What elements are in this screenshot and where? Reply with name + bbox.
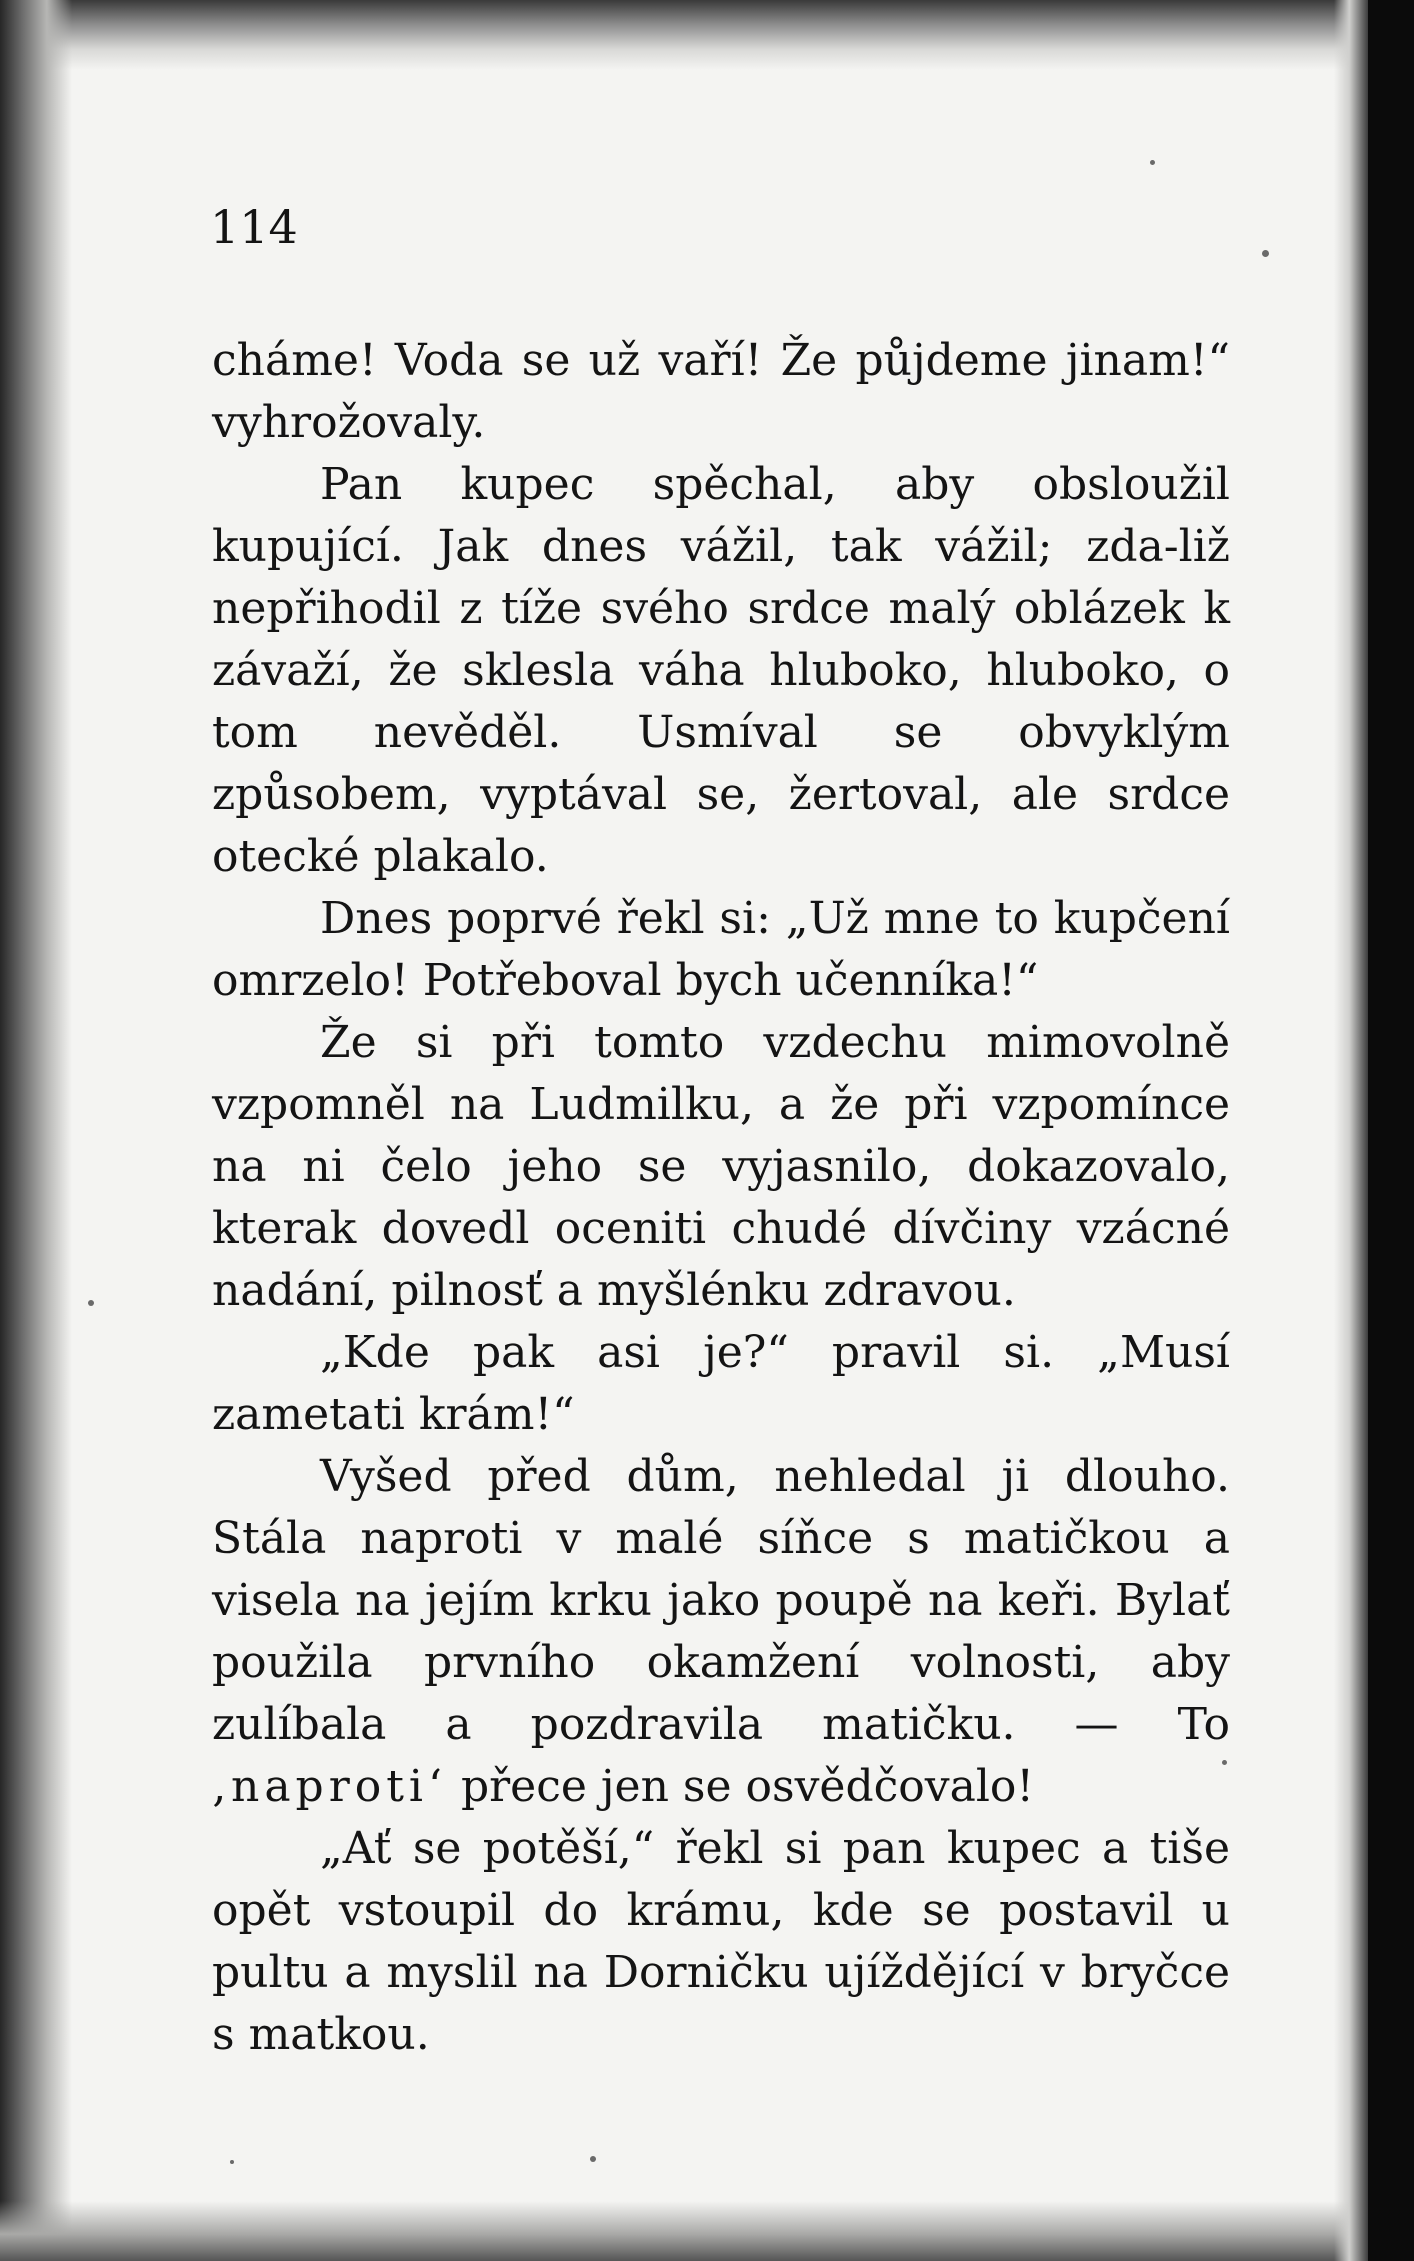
- paragraph: „Kde pak asi je?“ pravil si. „Musí zametati krám!“: [212, 1327, 1230, 1440]
- paper-speck: [230, 2160, 234, 2164]
- emphasized-word: ‚naproti‘: [212, 1761, 447, 1812]
- paragraph: Pan kupec spěchal, aby obsloužil kupující. Jak dnes vážil, tak vážil; zda-liž nepřihodil z tíže svého srdce malý oblázek k závaží, že sklesla váha hluboko, hluboko, o tom nevěděl. Usmíval se obvyklým způsobem, vyptával se, žertoval, ale srdce otecké plakalo.: [212, 459, 1230, 882]
- paper-speck: [590, 2156, 596, 2162]
- paper-speck: [88, 1300, 94, 1306]
- paper-speck: [1150, 160, 1155, 165]
- scan-edge-right-shade: [1334, 0, 1368, 2261]
- scan-edge-top: [0, 0, 1414, 70]
- body-text: [212, 330, 1230, 2066]
- paragraph: cháme! Voda se už vaří! Že půjdeme jinam!“ vyhrožovaly.: [212, 335, 1230, 448]
- paragraph: Dnes poprvé řekl si: „Už mne to kupčení omrzelo! Potřeboval bych učenníka!“: [212, 893, 1230, 1006]
- paragraph-text: Vyšed před dům, nehledal ji dlouho. Stála naproti v malé síňce s matičkou a visela na jejím krku jako poupě na keři. Bylať použila prvního okamžení volnosti, aby zulíbala a pozdravila matičku. — To: [212, 1451, 1230, 1750]
- paragraph: [212, 1446, 1230, 1818]
- paragraph-text: přece jen se osvědčovalo!: [447, 1761, 1035, 1812]
- paragraph: „Ať se potěší,“ řekl si pan kupec a tiše opět vstoupil do krámu, kde se postavil u pultu a myslil na Dorničku ujíždějící v bryčce s matkou.: [212, 1823, 1230, 2060]
- paper-speck: [1262, 250, 1269, 257]
- scan-edge-bottom: [0, 2201, 1414, 2261]
- scan-edge-right: [1368, 0, 1414, 2261]
- page-number: 114: [210, 200, 298, 254]
- paragraph: Že si při tomto vzdechu mimovolně vzpomněl na Ludmilku, a že při vzpomínce na ni čelo jeho se vyjasnilo, dokazovalo, kterak dovedl oceniti chudé dívčiny vzácné nadání, pilnosť a myšlénku zdravou.: [212, 1017, 1230, 1316]
- scan-edge-left: [0, 0, 72, 2261]
